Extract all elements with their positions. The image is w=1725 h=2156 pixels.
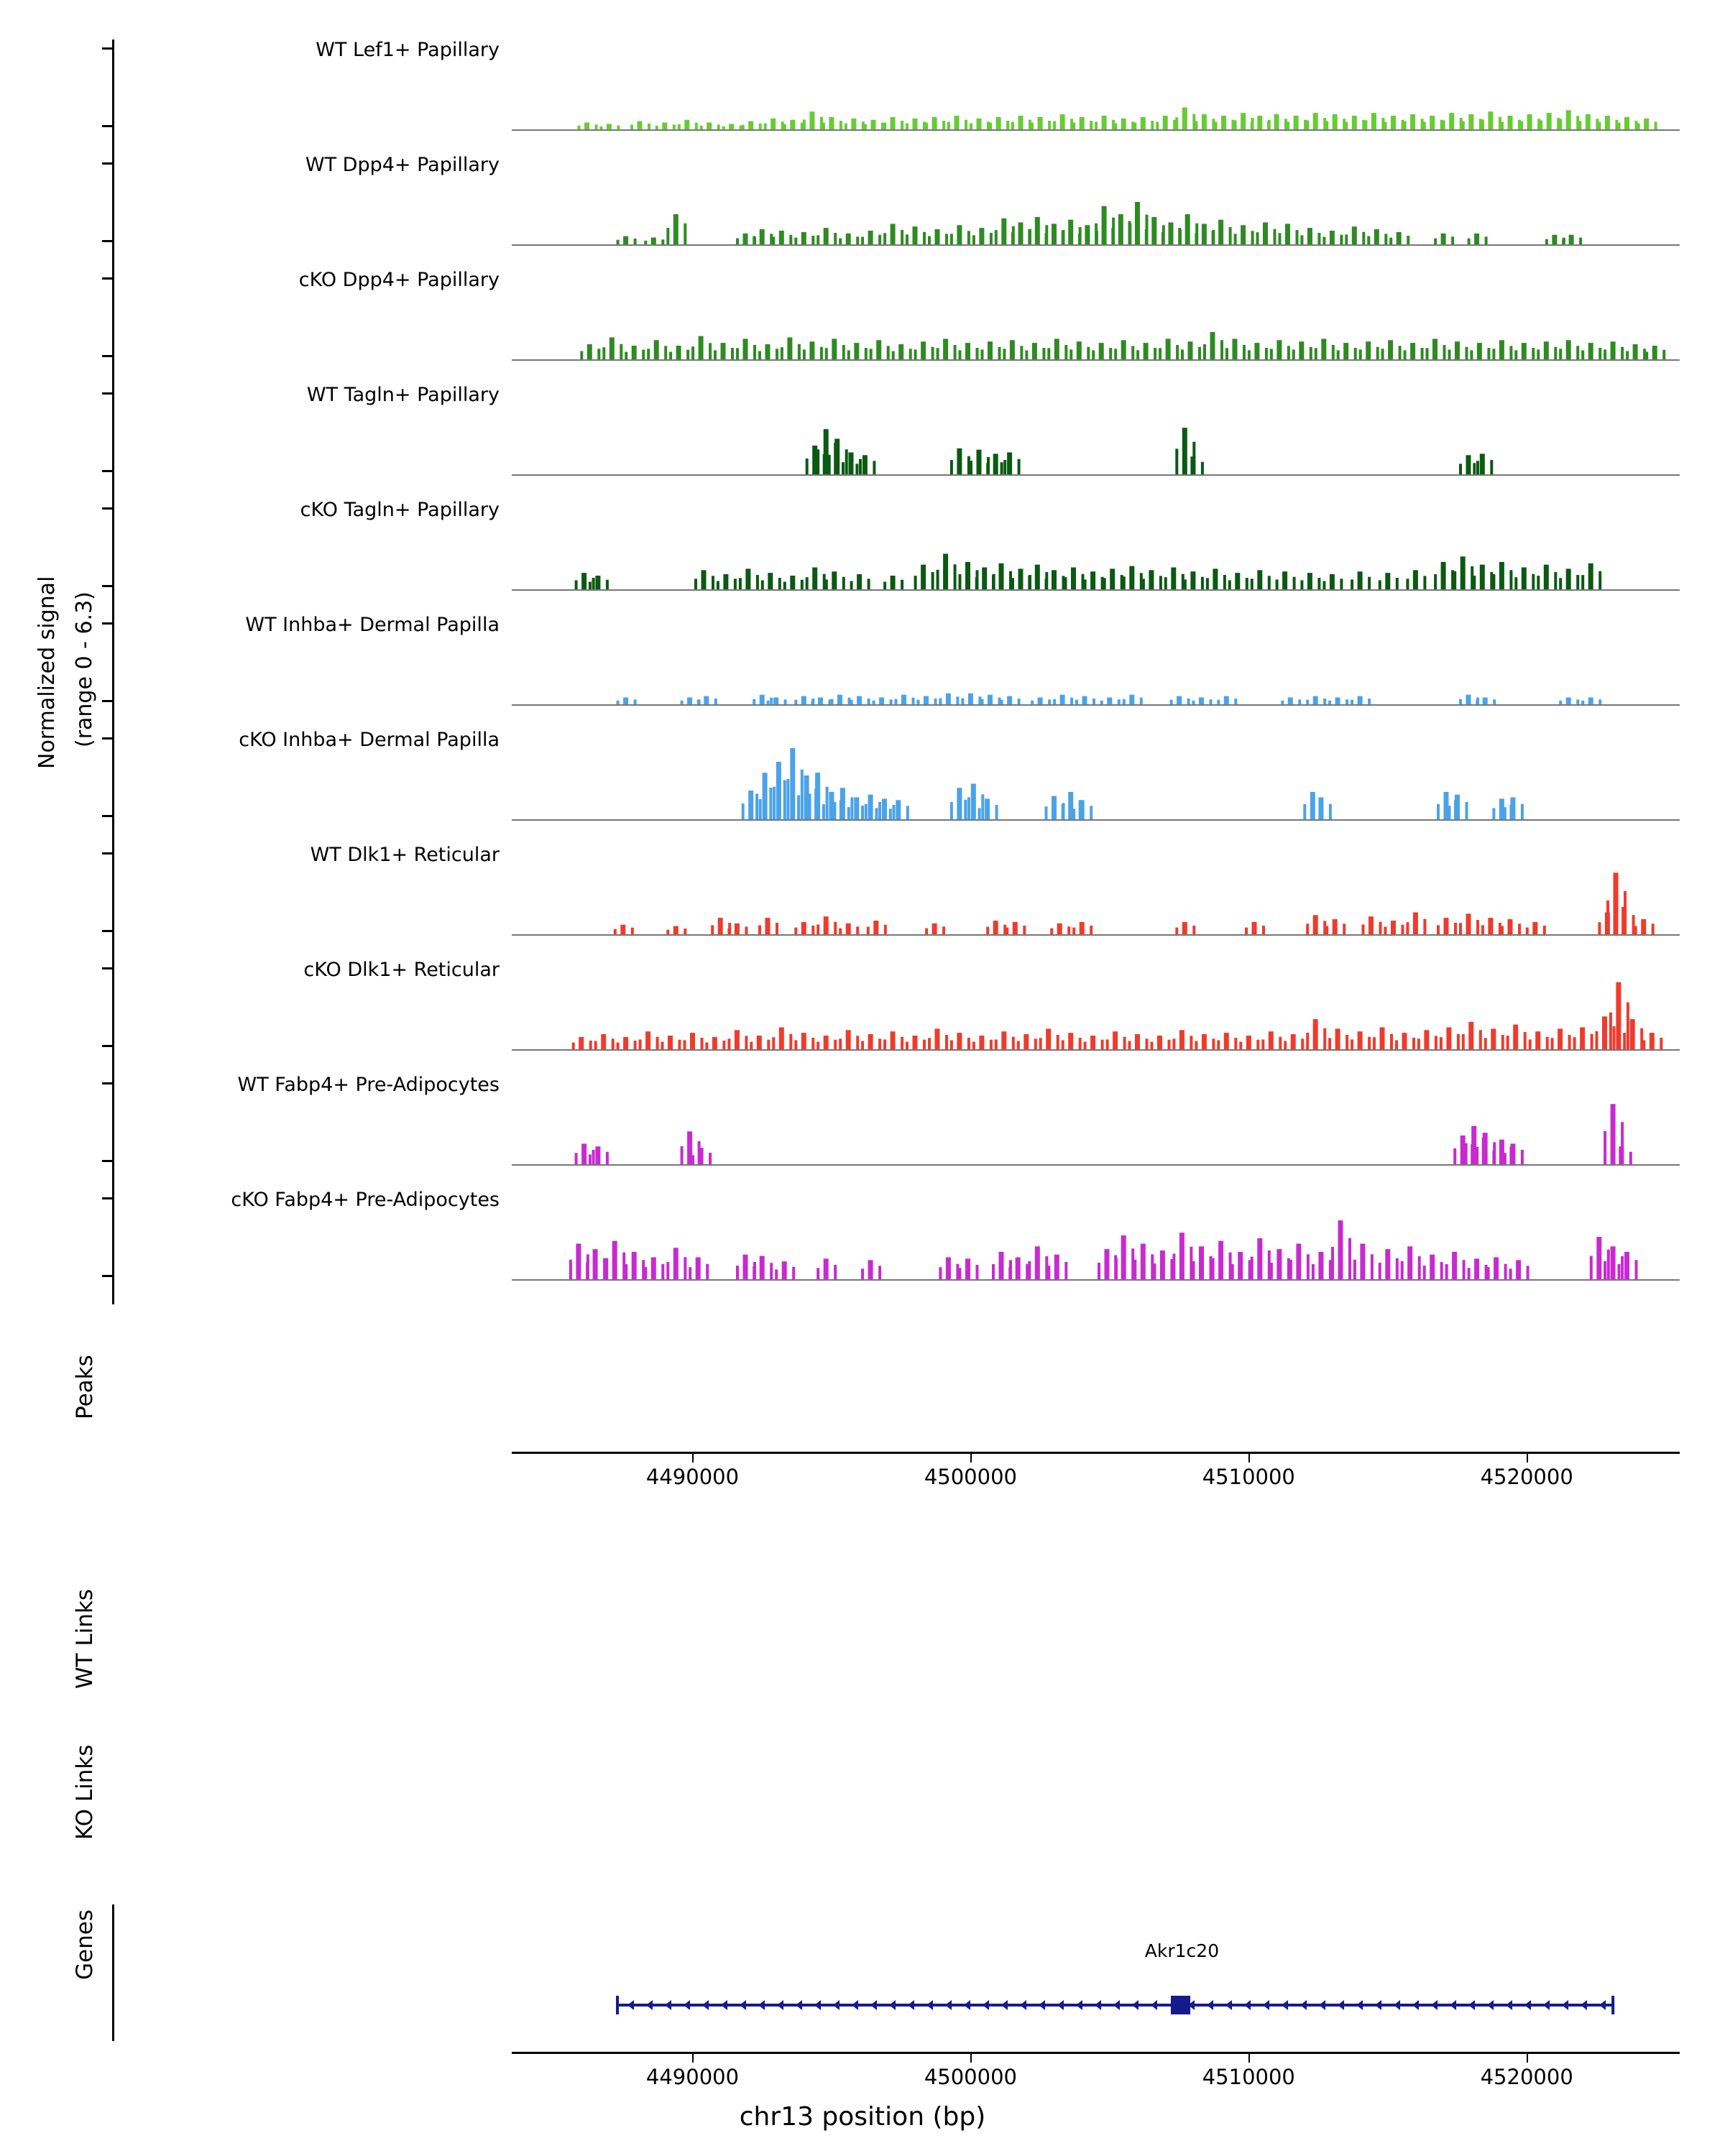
signal-track bbox=[0, 269, 1725, 359]
track-signal-plot bbox=[512, 1193, 1680, 1282]
signal-track bbox=[0, 154, 1725, 244]
axis-line bbox=[512, 2052, 1680, 2054]
track-signal-plot bbox=[512, 733, 1680, 822]
axis-tick bbox=[102, 1197, 114, 1199]
axis-tick bbox=[102, 967, 114, 969]
axis-tick bbox=[1527, 2054, 1528, 2063]
section-label-peaks: Peaks bbox=[72, 1355, 98, 1419]
track-baseline bbox=[512, 589, 1680, 591]
track-signal-plot bbox=[512, 618, 1680, 707]
track-signal-plot bbox=[512, 388, 1680, 477]
axis-tick bbox=[970, 2054, 972, 2063]
signal-track bbox=[0, 959, 1725, 1049]
track-signal-plot bbox=[512, 273, 1680, 362]
track-signal-plot bbox=[512, 503, 1680, 592]
signal-track bbox=[0, 384, 1725, 474]
track-label: WT Dpp4+ Papillary bbox=[305, 154, 500, 176]
axis-tick bbox=[102, 737, 114, 740]
track-signal-plot bbox=[512, 43, 1680, 132]
track-baseline bbox=[512, 474, 1680, 476]
axis-tick bbox=[102, 622, 114, 625]
track-baseline bbox=[512, 1279, 1680, 1281]
signal-track bbox=[0, 614, 1725, 704]
axis-tick bbox=[102, 392, 114, 395]
signal-track bbox=[0, 844, 1725, 934]
gene-label: Akr1c20 bbox=[1144, 1940, 1220, 1961]
genes-axis-spine bbox=[112, 1904, 114, 2041]
axis-tick bbox=[692, 2054, 694, 2063]
axis-tick bbox=[102, 1160, 114, 1162]
axis-tick bbox=[102, 1275, 114, 1277]
axis-tick-label: 4510000 bbox=[1202, 2065, 1295, 2089]
track-baseline bbox=[512, 1049, 1680, 1051]
axis-tick bbox=[102, 162, 114, 165]
track-label: WT Inhba+ Dermal Papilla bbox=[245, 614, 500, 636]
axis-tick bbox=[1527, 1454, 1528, 1462]
track-label: WT Tagln+ Papillary bbox=[306, 384, 500, 406]
axis-tick bbox=[102, 815, 114, 817]
track-signal-plot bbox=[512, 848, 1680, 937]
section-label-genes: Genes bbox=[72, 1909, 98, 1980]
axis-tick-label: 4510000 bbox=[1202, 1465, 1295, 1489]
track-baseline bbox=[512, 129, 1680, 131]
axis-tick-label: 4500000 bbox=[924, 1465, 1017, 1489]
track-signal-plot bbox=[512, 963, 1680, 1052]
track-baseline bbox=[512, 244, 1680, 246]
y-axis-label-line1: Normalized signal bbox=[34, 576, 60, 769]
track-label: cKO Dlk1+ Reticular bbox=[303, 959, 500, 981]
track-label: WT Dlk1+ Reticular bbox=[310, 844, 500, 866]
gene-model bbox=[512, 1984, 1680, 2027]
track-label: cKO Fabp4+ Pre-Adipocytes bbox=[231, 1189, 500, 1211]
track-label: WT Lef1+ Papillary bbox=[316, 39, 500, 61]
axis-tick bbox=[1248, 2054, 1250, 2063]
signal-track bbox=[0, 39, 1725, 129]
track-baseline bbox=[512, 1164, 1680, 1166]
track-label: cKO Inhba+ Dermal Papilla bbox=[239, 729, 500, 751]
track-baseline bbox=[512, 819, 1680, 821]
axis-tick bbox=[102, 930, 114, 932]
track-baseline bbox=[512, 704, 1680, 706]
axis-tick bbox=[102, 355, 114, 357]
axis-tick bbox=[102, 700, 114, 702]
axis-tick-label: 4520000 bbox=[1480, 1465, 1573, 1489]
track-label: cKO Tagln+ Papillary bbox=[300, 499, 500, 521]
signal-track bbox=[0, 1189, 1725, 1279]
axis-tick bbox=[102, 470, 114, 472]
section-label-wt-links: WT Links bbox=[72, 1588, 98, 1689]
track-label: cKO Dpp4+ Papillary bbox=[298, 269, 500, 291]
axis-tick bbox=[970, 1454, 972, 1462]
track-label: WT Fabp4+ Pre-Adipocytes bbox=[237, 1074, 500, 1096]
axis-tick-label: 4520000 bbox=[1480, 2065, 1573, 2089]
axis-tick bbox=[102, 240, 114, 242]
axis-tick bbox=[102, 1082, 114, 1084]
track-signal-plot bbox=[512, 158, 1680, 247]
axis-tick-label: 4490000 bbox=[645, 2065, 740, 2089]
axis-tick bbox=[102, 47, 114, 50]
axis-tick bbox=[102, 585, 114, 587]
signal-track bbox=[0, 1074, 1725, 1164]
axis-tick bbox=[102, 1045, 114, 1047]
track-baseline bbox=[512, 934, 1680, 936]
axis-tick-label: 4500000 bbox=[924, 2065, 1017, 2089]
axis-tick bbox=[102, 277, 114, 280]
track-signal-plot bbox=[512, 1078, 1680, 1167]
axis-line bbox=[512, 1452, 1680, 1454]
axis-tick bbox=[102, 852, 114, 854]
axis-tick bbox=[1248, 1454, 1250, 1462]
x-axis-title: chr13 position (bp) bbox=[739, 2102, 986, 2132]
axis-tick bbox=[692, 1454, 694, 1462]
track-baseline bbox=[512, 359, 1680, 361]
y-axis-label-line2: (range 0 - 6.3) bbox=[72, 591, 97, 747]
axis-tick-label: 4490000 bbox=[645, 1465, 740, 1489]
signal-track bbox=[0, 499, 1725, 589]
axis-tick bbox=[102, 125, 114, 127]
section-label-ko-links: KO Links bbox=[72, 1744, 98, 1840]
axis-tick bbox=[102, 507, 114, 510]
signal-track bbox=[0, 729, 1725, 819]
